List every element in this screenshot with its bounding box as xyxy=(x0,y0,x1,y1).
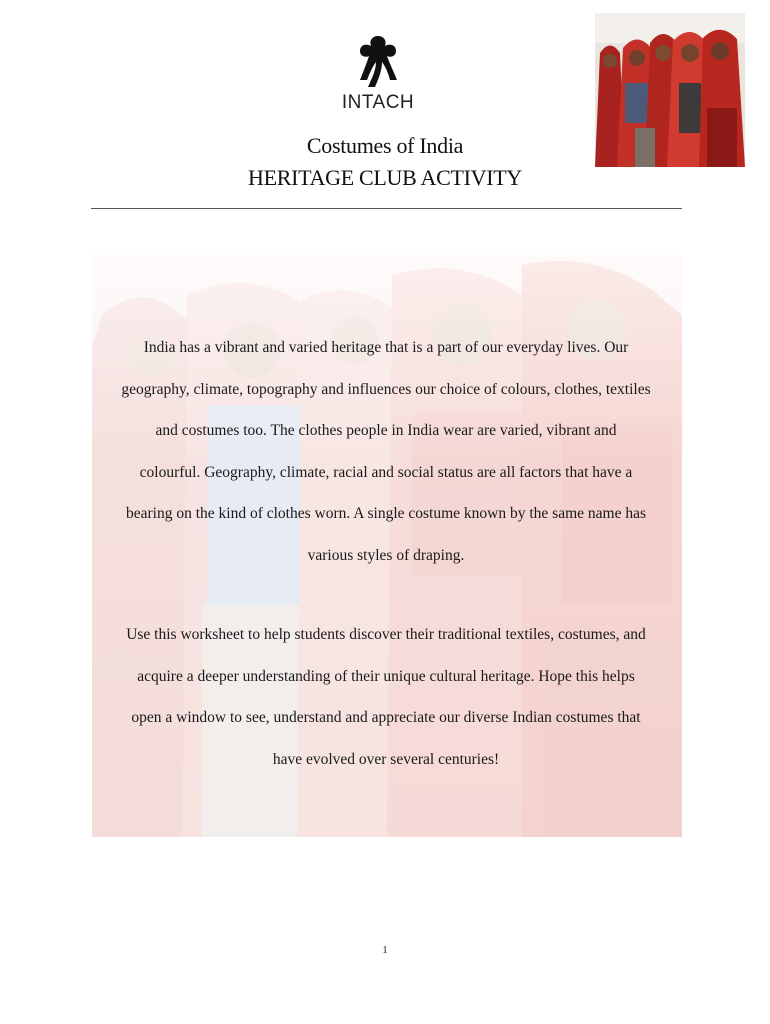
page-title: Costumes of India xyxy=(306,133,464,158)
paragraph-line: geography, climate, topography and influences our choice of colours, clothes, textiles xyxy=(121,380,651,398)
paragraph-line: colourful. Geography, climate, racial and social status are all factors that have a xyxy=(139,463,633,481)
paragraph-line: acquire a deeper understanding of their unique cultural heritage. Hope this helps xyxy=(137,667,635,685)
paragraph-line: Use this worksheet to help students discover their traditional textiles, costumes, and xyxy=(126,626,646,643)
intro-paragraph xyxy=(90,327,682,576)
paragraph-line: have evolved over several centuries! xyxy=(272,750,500,768)
divider xyxy=(91,208,682,209)
worksheet-paragraph xyxy=(90,614,682,780)
paragraph-line: open a window to see, understand and appreciate our diverse Indian costumes that xyxy=(131,709,641,726)
title-block xyxy=(90,130,680,194)
page-number: 1 xyxy=(382,944,388,956)
paragraph-line: various styles of draping. xyxy=(307,546,465,564)
paragraph-line: India has a vibrant and varied heritage that is a part of our everyday lives. Our xyxy=(143,339,629,356)
page-subtitle: HERITAGE CLUB ACTIVITY xyxy=(248,165,522,190)
intach-emblem-icon xyxy=(356,34,400,90)
logo-text: INTACH xyxy=(341,92,415,113)
paragraph-line: and costumes too. The clothes people in India wear are varied, vibrant and xyxy=(155,422,617,439)
intach-logo xyxy=(335,34,421,114)
paragraph-line: bearing on the kind of clothes worn. A single costume known by the same name has xyxy=(125,505,646,522)
